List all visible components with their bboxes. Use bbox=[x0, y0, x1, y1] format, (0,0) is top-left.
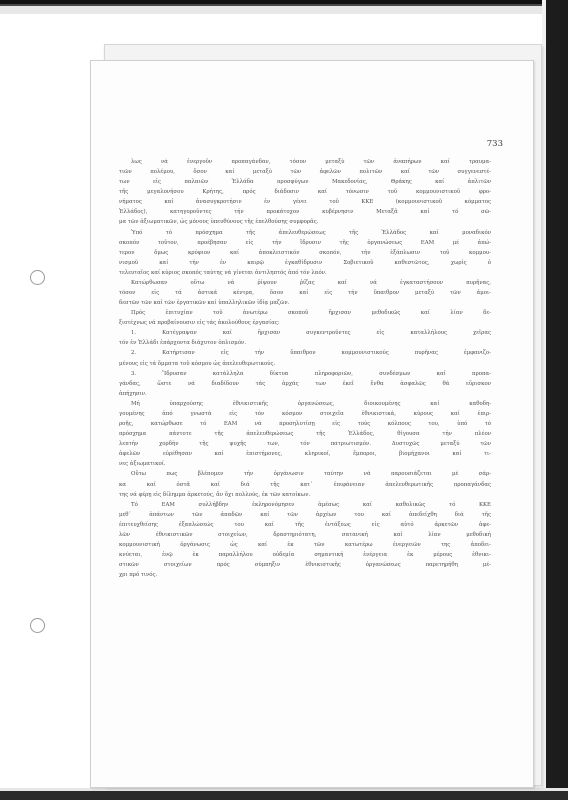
text-line: λως νά ἐνεργοῦν προπαγάνδαν, τόσον μεταξύ τῶν ἀναπήρων καί τραυμα- bbox=[131, 159, 491, 165]
text-line: τῆς μεγαλονήσου Κρήτης, πρός διάδοσιν καί τόνωσιν τοῦ κομμουνιστικοῦ φρο- bbox=[119, 189, 491, 196]
paragraph bbox=[119, 348, 491, 368]
text-line: σκοπόν τοῦτον, προέβησαν εἰς τήν ἵδρυσιν τῆς ὀργανώσεως ΕΑΜ μέ ἀπώ- bbox=[119, 239, 491, 246]
text-line: τελευταῖος καί κύριος σκοπός ταύτης νά γίνεται ἀντιληπτός ἀπό τόν λαόν. bbox=[119, 269, 327, 276]
text-line: γάνδας, ὥστε νά διαδίδουν τάς ἀρχάς των ἐκεῖ ἔνθα ἀσφαλῶς θά εὕρισκον bbox=[119, 380, 491, 387]
document-page bbox=[90, 60, 534, 788]
paragraph bbox=[119, 328, 491, 348]
text-line: χρι πρό τινός. bbox=[119, 572, 158, 579]
text-line: τόσον εἰς τά ἀστικά κέντρα, ὅσον καί εἰς τήν ὕπαιθρον μεταξύ τῶν ἀμοι- bbox=[119, 290, 491, 297]
paragraph bbox=[119, 157, 491, 228]
scan-right-border bbox=[542, 0, 568, 800]
paragraph bbox=[119, 228, 491, 278]
text-line: ξιοτέχνως νά προβαίνουσιν εἰς τάς ἀκολούθους ἐργασίας: bbox=[119, 320, 280, 327]
page-number: 733 bbox=[486, 139, 503, 149]
paragraph bbox=[119, 469, 491, 499]
text-line: μα τῶν ἀξιωματικῶν, ὡς μόνους ὑπευθύνους τῆς ἐπελθούσης συμφορᾶς. bbox=[119, 219, 319, 226]
text-line: Τό ΕΑΜ συλλήβδην ἐκληρονόμησεν ἀμέσως καί καθολικῶς τό ΚΚΕ bbox=[131, 501, 491, 508]
text-line: ἐπιτευχθείσης ἐξαπλώσεώς του καί τῆς ἐντάξεως εἰς αὐτό ἀρκετῶν ἀφε- bbox=[119, 521, 491, 528]
text-line: πρόσχημα πάντοτε τῆς ἀπελευθερώσεως τῆς Ἑλλάδος, θίγουσα τήν πλέον bbox=[119, 431, 491, 438]
text-line: τόν ἐν Ἑλλάδι ἐπάρχοντα διάχυτον ὁπλισμόν. bbox=[119, 340, 247, 347]
scan-bottom-border bbox=[0, 788, 568, 800]
text-line: Κατώρθωσαν οὕτω νά ῥίψουν ῥίζας καί νά ἐγκαταστήσουν πυρῆνας, bbox=[131, 279, 491, 286]
paragraph bbox=[119, 500, 491, 581]
text-line: 2. Κατήρτισαν εἰς τήν ὕπαιθρον κομμουνιστικούς πυρῆνας ἐμφανιζο- bbox=[131, 350, 491, 357]
text-line: Οὕτω πως βλέπομεν τήν ὀργάνωσιν ταύτην νά παρουσιάζεται μέ σάρ- bbox=[131, 471, 491, 478]
document-body bbox=[119, 157, 491, 580]
text-line: της νά φέρῃ εἰς δίλημμα ἀρκετούς, ἄν ὄχι πολλούς, ἐκ τῶν κατοίκων. bbox=[119, 491, 311, 498]
punch-hole-bottom bbox=[30, 618, 45, 633]
text-line: λεπτήν χορδήν τῆς ψυχῆς των, τόν πατριωτισμόν. Δυστυχῶς μεταξύ τῶν bbox=[119, 441, 491, 448]
text-line: 1. Κατέγραψαν καί ἤρχισαν συγκεντροῦντες εἰς καταλλήλους χεῖρας bbox=[131, 330, 491, 337]
text-line: Ὑπό τό πρόσχημα τῆς ἀπελευθερώσεως τῆς Ἑλλάδος καί μοναδικόν bbox=[131, 229, 491, 236]
text-line: τερον ὅμως κρύφιον καί ἀποκλειστικόν σκοπόν, τήν ἐξάπλωσιν τοῦ κομμου- bbox=[119, 249, 491, 256]
text-line: κνύεται, ἐνῷ ἐκ παραλλήλου οὐδεμία σημαντική ἐνέργεια ἐκ μέρους ἐθνικι- bbox=[119, 552, 491, 559]
text-line: ροῆς, κατώρθωσε τό ΕΑΜ νά προσηλυτίσῃ εἰς τούς κόλπους του, ὑπό τό bbox=[119, 421, 491, 428]
text-line: Ἑλλάδος), κατηγοροῦντες τήν προκάτοχον κυβέρνησιν Μεταξᾶ καί τό σῶ- bbox=[119, 209, 491, 216]
text-line: κομμουνιστική ὀργάνωσις ὡς καί ἐκ τῶν κατωτέρω ἐνεργειῶν της ἀποδει- bbox=[119, 541, 491, 548]
punch-hole-top bbox=[30, 270, 45, 285]
text-line: γουμένης ἀπό γνωστά εἰς τόν κόσμον στοιχεῖα ἐθνικιστικά, κύρους καί ἐπιρ- bbox=[119, 410, 491, 417]
text-line: στικῶν στοιχείων πρός σύμπηξιν ἐθνικιστικῆς ὀργανώσεως παρετηρήθη μέ- bbox=[119, 562, 491, 569]
paragraph bbox=[119, 308, 491, 328]
text-line: των εἰς παλαιῶν Ἑλλάδα προσφύγων Μακεδονίας, Θράκης καί ἀπλιτῶν bbox=[119, 179, 491, 186]
text-line: μεθ᾽ ἁπάντων τῶν ἀπαδῶν καί τῶν ἀρχέων του καί ἀπεδείχθη διά τῆς bbox=[119, 511, 491, 518]
scan-top-border bbox=[0, 0, 568, 14]
text-line: κα καί ὀστᾶ καί διά τῆς κατ᾽ ἐπιφάνειαν ἀπελευθερωτικῆς προπαγάνδας bbox=[119, 481, 491, 488]
text-line: δεστῶν τῶν καί τῶν ἐργατικῶν καί ὑπαλληλικῶν ἰδίᾳ μαζῶν. bbox=[119, 300, 290, 307]
text-line: τιῶν πολέμου, ὅσον καί μεταξύ τῶν ἀφελῶν πολιτῶν καί τῶν συγγενεστέ- bbox=[119, 169, 491, 176]
text-line: 3. Ἵδρυσαν κατάλληλα δίκτυα πληροφοριῶν, συνδέσμων καί προπα- bbox=[131, 370, 491, 377]
text-line: μένους εἰς τά ὄμματα τοῦ κόσμου ὡς ἀπελευθερωτικούς. bbox=[119, 360, 276, 367]
text-line: νες ἀξιωματικοί. bbox=[119, 461, 166, 468]
text-line: Πρός ἐπιτυχίαν τοῦ ἀνωτέρω σκοποῦ ἤρχισαν μεθοδικῶς καί λίαν δε- bbox=[131, 310, 491, 317]
text-line: ἀπήχησιν. bbox=[119, 390, 147, 397]
text-line: νήματος καί ἀνασυγκροτήσιν ἐν γένει τοῦ ΚΚΕ (κομμουνιστικοῦ κόμματος bbox=[119, 199, 491, 206]
text-line: νισμοῦ καί τήν ἐν καιρῷ ἐγκαθίδρυσιν Σοβιετικοῦ καθεστῶτος, χωρίς ὁ bbox=[119, 259, 491, 266]
text-line: λῶν ἐθνικιστικῶν στοιχείων, δραστηριότατη, σατανική καί λίαν μεθοδική bbox=[119, 531, 491, 538]
paragraph bbox=[119, 278, 491, 308]
paragraph bbox=[119, 399, 491, 470]
text-line: Μή ὑπαρχούσης ἐθνικιστικῆς ὀργανώσεως, διοικουμένης καί καθοδη- bbox=[131, 400, 491, 407]
paragraph bbox=[119, 369, 491, 399]
text-line: ἀφελῶν εὑρέθησαν καί ἐπιστήμονες, κληρικοί, ἔμποροι, βιομήχανοι καί τι- bbox=[119, 451, 491, 458]
